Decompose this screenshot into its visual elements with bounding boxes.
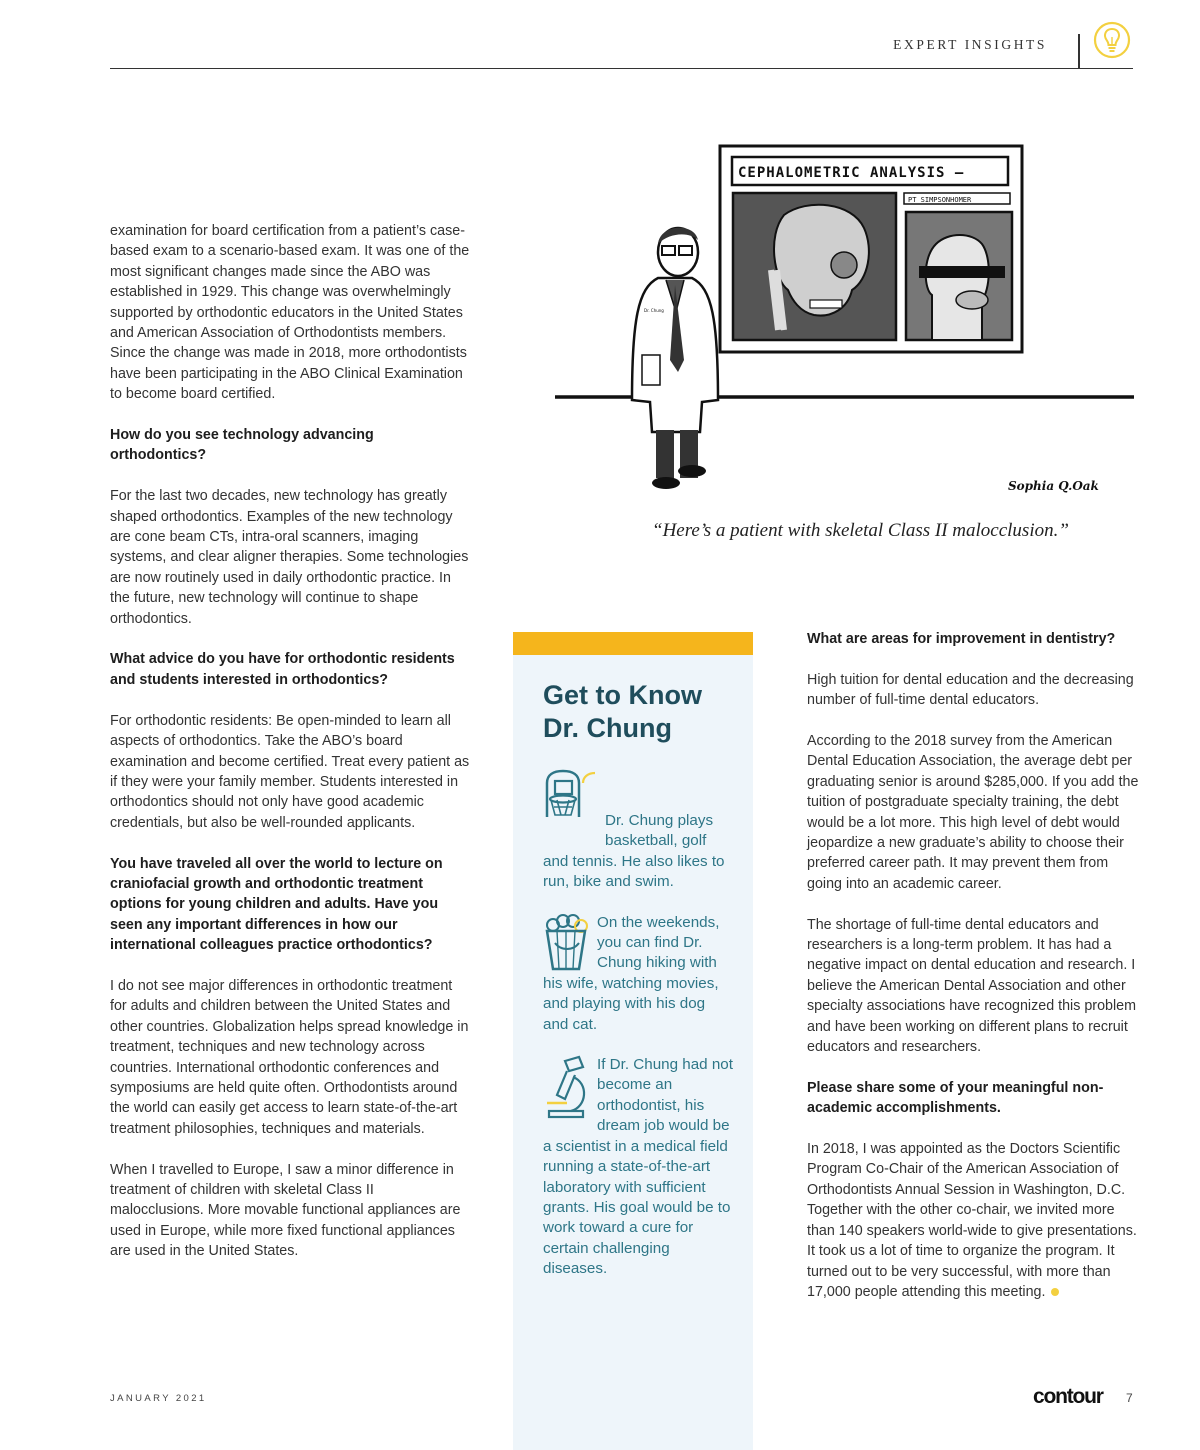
- question-heading: You have traveled all over the world to lecture on craniofacial growth and orthodontic treatment options for young children and adults. Have you seen any important differences in how our international colleagues practice orthodontics?: [110, 855, 443, 954]
- board-label: PT SIMPSONHOMER: [908, 196, 972, 204]
- question-heading: Please share some of your meaningful non-academic accomplishments.: [807, 1079, 1104, 1117]
- sidebar-title: [543, 679, 753, 745]
- question-heading: What are areas for improvement in dentistry?: [807, 631, 1116, 647]
- sidebar-fact-text: On the weekends, you can find Dr. Chung hiking with his wife, watching movies, and playing with his dog and cat.: [543, 913, 720, 1033]
- page-number: 7: [1126, 1391, 1133, 1405]
- sidebar-fact: [543, 913, 733, 1035]
- body-paragraph: According to the 2018 survey from the American Dental Education Association, the average debt per graduating senior is around $285,000. If you add the tuition of postgraduate specialty training, the debt would be a lot more. This high level of debt would jeopardize a new graduate’s ability to choose their preferred career path. It may prevent them from going into an academic career.: [807, 733, 1139, 892]
- issue-date: JANUARY 2021: [110, 1393, 207, 1404]
- body-paragraph: For the last two decades, new technology has greatly shaped orthodontics. Examples of the new technology are cone beam CTs, intra-oral scanners, imaging systems, and clear aligner therapies. Some technologies are now routinely used in daily orthodontic practice. In the future, new technology will continue to shape orthodontics.: [110, 488, 469, 627]
- question-heading: What advice do you have for orthodontic residents and students interested in orthodontics?: [110, 651, 455, 688]
- body-paragraph: When I travelled to Europe, I saw a minor difference in treatment of children with skeletal Class II malocclusions. More movable functional appliances are used in Europe, while more fixed functional appliances are used in the United States.: [110, 1161, 461, 1260]
- section-title: EXPERT INSIGHTS: [893, 37, 1047, 52]
- artist-signature: Sophia Q.Oak: [1008, 479, 1099, 493]
- sidebar-title-line: Get to Know: [543, 680, 702, 710]
- body-paragraph: The shortage of full-time dental educators and researchers is a long-term problem. It has had a negative impact on dental education and research. I believe the American Dental Association and other specialty associations have recognized this problem and have been working on different plans to recruit educators and researchers.: [807, 916, 1137, 1056]
- body-paragraph: [807, 1139, 1140, 1302]
- left-column: [110, 221, 470, 1282]
- basketball-hoop-icon: [543, 769, 599, 831]
- board-title: CEPHALOMETRIC ANALYSIS —: [738, 165, 965, 181]
- contour-logo: contour: [1033, 1385, 1103, 1408]
- sidebar-fact-text: Dr. Chung plays basketball, golf and tennis. He also likes to run, bike and swim.: [543, 812, 725, 891]
- sidebar-fact: [543, 769, 733, 893]
- end-mark-icon: [1051, 1288, 1059, 1296]
- popcorn-icon: [543, 913, 591, 971]
- coat-badge: Dr. Chung: [644, 308, 664, 313]
- cartoon-illustration: [552, 140, 1142, 510]
- body-paragraph: For orthodontic residents: Be open-minded to learn all aspects of orthodontics. Take the ABO’s board examination and become certified. Treat every patient as if they were your family member. Students interested in orthodontics should not only have good academic credentials, but also be well-rounded applicants.: [110, 712, 470, 831]
- sidebar-fact: [543, 1055, 733, 1279]
- lightbulb-icon: [1090, 18, 1134, 62]
- page-header: [110, 0, 1133, 69]
- sidebar-title-line: Dr. Chung: [543, 713, 672, 743]
- doctor-figure: [632, 228, 718, 489]
- body-paragraph: examination for board certification from a patient’s case-based exam to a scenario-based exam. It was one of the most significant changes made since the ABO was established in 1929. This change was overwhelmingly supported by orthodontic educators in the United States and American Association of Orthodontists members. Since the change was made in 2018, more orthodontists have been participating in the ABO Clinical Examination to become board certified.: [110, 223, 470, 403]
- sidebar-fact-text: If Dr. Chung had not become an orthodontist, his dream job would be a scientist in a medical field running a state-of-the-art laboratory with sufficient grants. His goal would be to work toward a cure for certain challenging diseases.: [543, 1056, 733, 1278]
- microscope-icon: [543, 1055, 591, 1121]
- question-heading: How do you see technology advancing orthodontics?: [110, 427, 374, 464]
- sidebar-accent-band: [513, 632, 753, 655]
- cartoon-caption: “Here’s a patient with skeletal Class II malocclusion.”: [652, 520, 1069, 541]
- get-to-know-sidebar: [513, 632, 753, 1450]
- body-paragraph: High tuition for dental education and the decreasing number of full-time dental educators.: [807, 671, 1134, 709]
- body-paragraph: I do not see major differences in orthodontic treatment for adults and children between the United States and other countries. Globalization helps spread knowledge in treatment, techniques and new technology across countries. International orthodontic conferences and symposiums are held quite often. Orthodontists around the world can easily get access to learn state-of-the-art treatment philosophies, techniques and materials.: [110, 977, 469, 1137]
- closing-paragraph-text: In 2018, I was appointed as the Doctors Scientific Program Co-Chair of the American Association of Orthodontists Annual Session in Washington, D.C. Together with the other co-chair, we invited more than 140 speakers world-wide to give presentations. It took us a lot of time to organize the program. It turned out to be very successful, with more than 17,000 people attending this meeting.: [807, 1141, 1137, 1300]
- right-column: [807, 629, 1140, 1323]
- header-divider: [1078, 34, 1080, 68]
